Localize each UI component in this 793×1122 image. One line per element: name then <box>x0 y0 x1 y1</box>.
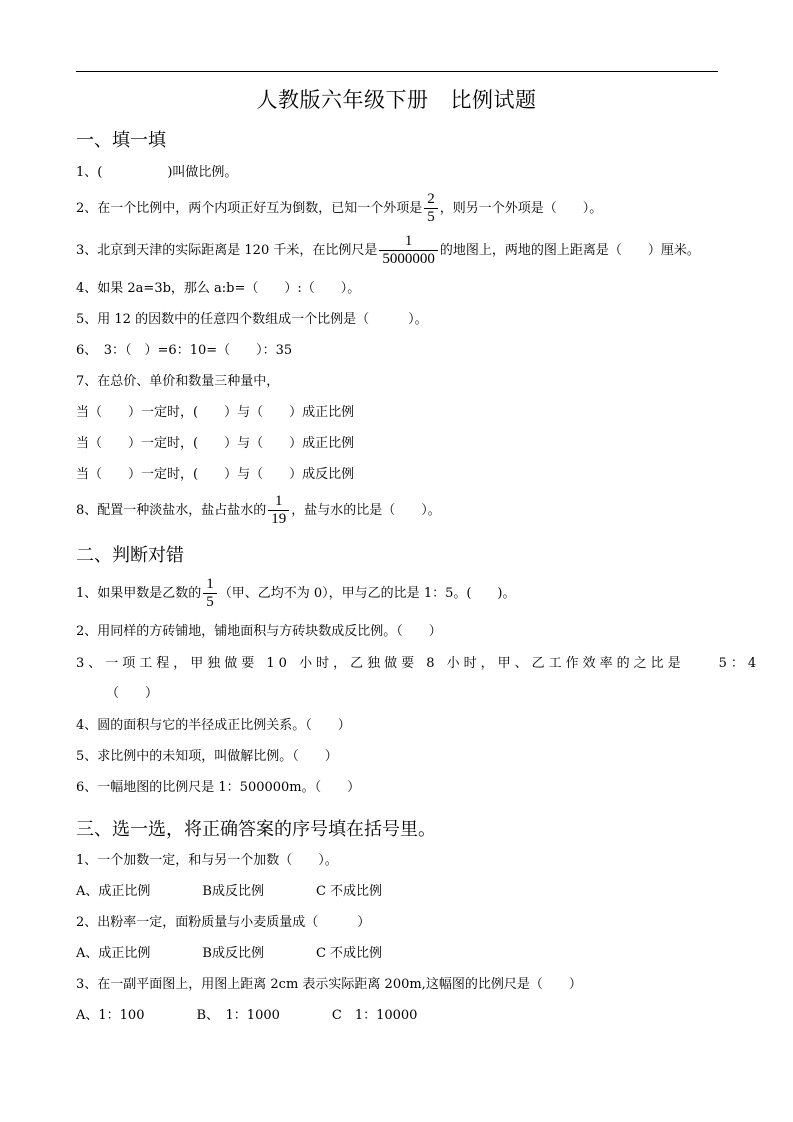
fill-q2-fraction <box>424 191 438 226</box>
fraction-numerator: 1 <box>404 233 413 249</box>
fraction-numerator: 1 <box>275 493 283 509</box>
top-rule <box>76 71 718 72</box>
judge-q3: 3、一项工程，甲独做要 10 小时，乙独做要 8 小时，甲、乙工作效率的之比是 5：4 <box>76 656 761 671</box>
fill-q7: 7、在总价、单价和数量三种量中， <box>76 374 280 389</box>
judge-q4: 4、圆的面积与它的半径成正比例关系。（ ） <box>76 718 351 733</box>
fraction-numerator: 2 <box>427 191 435 207</box>
fill-q3-tail: 的地图上，两地的图上距离是（ ）厘米。 <box>439 243 700 258</box>
fill-q3-fraction <box>379 233 438 268</box>
section-fill-heading: 一、填一填 <box>76 130 166 151</box>
fill-q7-b: 当（ ）一定时，( ）与（ ）成正比例 <box>76 436 355 451</box>
fraction-numerator: 1 <box>206 576 214 592</box>
fraction-denominator: 19 <box>271 511 287 527</box>
choose-q2: 2、出粉率一定，面粉质量与小麦质量成（ ） <box>76 915 371 930</box>
fill-q5: 5、用 12 的因数中的任意四个数组成一个比例是（ ）。 <box>76 312 428 327</box>
fill-q8-tail: ，盐与水的比是（ ）。 <box>291 503 441 518</box>
judge-q2: 2、用同样的方砖铺地，铺地面积与方砖块数成反比例。（ ） <box>76 624 442 639</box>
fill-q8 <box>76 493 441 528</box>
fill-q7-a: 当（ ）一定时，( ）与（ ）成正比例 <box>76 405 355 420</box>
fill-q2-tail: ，则另一个外项是（ ）。 <box>439 201 603 216</box>
fill-q7-c: 当（ ）一定时，( ）与（ ）成反比例 <box>76 467 355 482</box>
title-right: 比例试题 <box>450 88 537 112</box>
section-judge-heading: 二、判断对错 <box>76 545 184 566</box>
judge-q1-tail: （甲、乙均不为 0），甲与乙的比是 1：5。( )。 <box>218 586 516 601</box>
page-title <box>0 84 793 114</box>
judge-q5: 5、求比例中的未知项，叫做解比例。（ ） <box>76 749 338 764</box>
judge-q6: 6、一幅地图的比例尺是 1：500000m。（ ） <box>76 780 361 795</box>
section-choose-heading: 三、选一选，将正确答案的序号填在括号里。 <box>76 819 436 840</box>
fraction-denominator: 5 <box>427 209 435 225</box>
choose-q1: 1、一个加数一定，和与另一个加数（ ）。 <box>76 853 338 868</box>
fill-q2-text: 2、在一个比例中，两个内项正好互为倒数，已知一个外项是 <box>76 201 423 216</box>
fraction-denominator: 5 <box>206 594 214 610</box>
title-left: 人教版六年级下册 <box>256 88 429 112</box>
judge-q1 <box>76 576 516 611</box>
judge-q1-text: 1、如果甲数是乙数的 <box>76 586 202 601</box>
choose-q3: 3、在一副平面图上，用图上距离 2cm 表示实际距离 200m,这幅图的比例尺是（ ） <box>76 977 582 992</box>
judge-q1-fraction <box>203 576 217 611</box>
fraction-denominator: 5000000 <box>382 251 435 267</box>
fill-q8-fraction <box>268 493 289 528</box>
fill-q3 <box>76 233 700 268</box>
choose-q3-options: A、1：100 B、 1：1000 C 1：10000 <box>76 1008 418 1023</box>
fill-q2 <box>76 191 602 226</box>
choose-q1-options: A、成正比例 B成反比例 C 不成比例 <box>76 884 383 899</box>
fill-q3-text: 3、北京到天津的实际距离是 120 千米，在比例尺是 <box>76 243 378 258</box>
fill-q8-text: 8、配置一种淡盐水，盐占盐水的 <box>76 503 267 518</box>
fill-q1: 1、( )叫做比例。 <box>76 165 238 180</box>
judge-q3-bracket: （ ） <box>106 686 159 701</box>
fill-q6: 6、 3：（ ）=6：10=（ ）：35 <box>76 343 293 358</box>
choose-q2-options: A、成正比例 B成反比例 C 不成比例 <box>76 946 383 961</box>
fill-q4: 4、如果 2a=3b，那么 a:b=（ ）:（ ）。 <box>76 281 361 296</box>
